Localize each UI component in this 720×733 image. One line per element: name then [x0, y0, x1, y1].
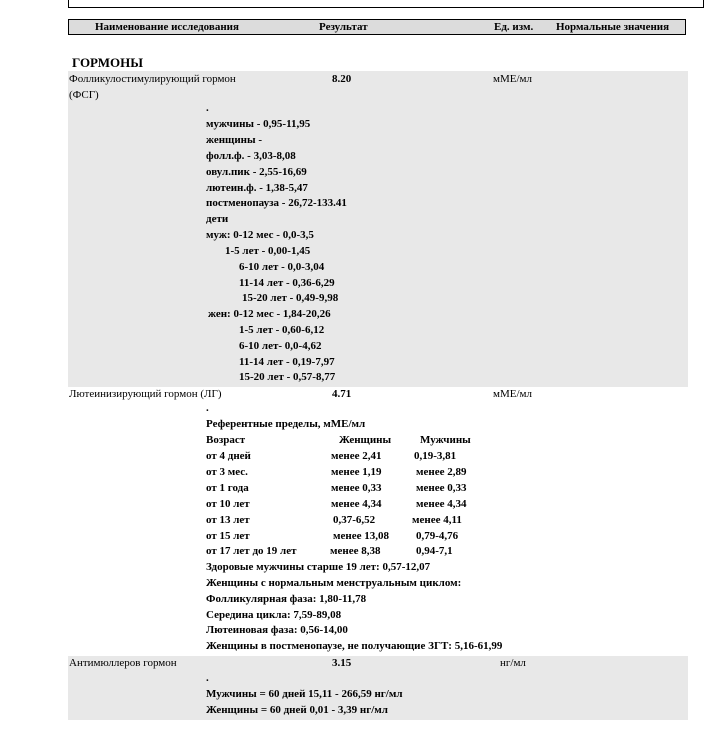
ref-line: постменопауза - 26,72-133.41: [206, 197, 347, 209]
ref-line: 11-14 лет - 0,19-7,97: [239, 356, 335, 368]
test-name-cont: (ФСГ): [69, 89, 99, 101]
ref-table-header: Мужчины: [420, 434, 471, 446]
ref-cell: менее 4,34: [331, 498, 382, 510]
ref-cell: 0,94-7,1: [416, 545, 453, 557]
test-result: 3.15: [332, 657, 352, 669]
ref-cell: менее 2,89: [416, 466, 467, 478]
ref-cell: менее 8,38: [330, 545, 381, 557]
ref-line: Фолликулярная фаза: 1,80-11,78: [206, 593, 367, 605]
ref-cell: менее 1,19: [331, 466, 382, 478]
ref-cell: от 1 года: [206, 482, 249, 494]
ref-line: Лютеиновая фаза: 0,56-14,00: [206, 624, 348, 636]
ref-cell: 0,19-3,81: [414, 450, 457, 462]
table-header: [68, 19, 686, 35]
header-unit: Ед. изм.: [494, 21, 534, 33]
ref-line: фолл.ф. - 3,03-8,08: [206, 150, 296, 162]
ref-cell: менее 4,11: [412, 514, 462, 526]
ref-line: дети: [206, 213, 229, 225]
ref-line: женщины -: [206, 134, 263, 146]
test-name: Фолликулостимулирующий гормон: [69, 73, 236, 85]
ref-cell: менее 0,33: [416, 482, 467, 494]
ref-line: Женщины в постменопаузе, не получающие ЗГТ: 5,16-61,99: [206, 640, 503, 652]
test-unit: нг/мл: [500, 657, 526, 669]
ref-line: лютеин.ф. - 1,38-5,47: [206, 182, 308, 194]
ref-table-header: Женщины: [339, 434, 392, 446]
ref-line: Женщины = 60 дней 0,01 - 3,39 нг/мл: [206, 704, 388, 716]
header-name: Наименование исследования: [95, 21, 239, 33]
ref-cell: от 3 мес.: [206, 466, 248, 478]
ref-cell: от 17 лет до 19 лет: [206, 545, 297, 557]
ref-cell: от 10 лет: [206, 498, 250, 510]
ref-dot: .: [206, 402, 209, 414]
ref-line: Середина цикла: 7,59-89,08: [206, 609, 342, 621]
header-norm: Нормальные значения: [556, 21, 670, 33]
ref-line: овул.пик - 2,55-16,69: [206, 166, 307, 178]
ref-line: 1-5 лет - 0,00-1,45: [225, 245, 311, 257]
ref-line: 6-10 лет- 0,0-4,62: [239, 340, 322, 352]
ref-cell: от 4 дней: [206, 450, 251, 462]
ref-line: 11-14 лет - 0,36-6,29: [239, 277, 335, 289]
test-unit: мМЕ/мл: [493, 388, 532, 400]
test-result: 4.71: [332, 388, 352, 400]
ref-line: мужчины - 0,95-11,95: [206, 118, 311, 130]
ref-cell: менее 0,33: [331, 482, 382, 494]
ref-line: .: [206, 672, 209, 684]
ref-cell: менее 2,41: [331, 450, 382, 462]
ref-line: Женщины с нормальным менструальным циклом:: [206, 577, 462, 589]
test-name: Лютеинизирующий гормон (ЛГ): [69, 388, 222, 400]
ref-cell: менее 4,34: [416, 498, 467, 510]
top-frame: [68, 0, 704, 8]
ref-line: Мужчины = 60 дней 15,11 - 266,59 нг/мл: [206, 688, 403, 700]
ref-line: 1-5 лет - 0,60-6,12: [239, 324, 325, 336]
ref-line: жен: 0-12 мес - 1,84-20,26: [208, 308, 331, 320]
ref-cell: 0,79-4,76: [416, 530, 459, 542]
ref-line: .: [206, 102, 209, 114]
test-name: Антимюллеров гормон: [69, 657, 177, 669]
header-result: Результат: [319, 21, 368, 33]
ref-line: 15-20 лет - 0,49-9,98: [242, 292, 339, 304]
test-block-fsh: [68, 71, 688, 387]
ref-table-header: Возраст: [206, 434, 246, 446]
section-title: ГОРМОНЫ: [72, 55, 144, 70]
ref-line: муж: 0-12 мес - 0,0-3,5: [206, 229, 314, 241]
ref-cell: от 13 лет: [206, 514, 250, 526]
test-result: 8.20: [332, 73, 352, 85]
ref-line: 6-10 лет - 0,0-3,04: [239, 261, 325, 273]
ref-cell: менее 13,08: [333, 530, 389, 542]
ref-line: Здоровые мужчины старше 19 лет: 0,57-12,07: [206, 561, 431, 573]
ref-cell: от 15 лет: [206, 530, 250, 542]
test-unit: мМЕ/мл: [493, 73, 532, 85]
ref-cell: 0,37-6,52: [333, 514, 376, 526]
ref-line: 15-20 лет - 0,57-8,77: [239, 371, 336, 383]
ref-title: Референтные пределы, мМЕ/мл: [206, 418, 366, 430]
